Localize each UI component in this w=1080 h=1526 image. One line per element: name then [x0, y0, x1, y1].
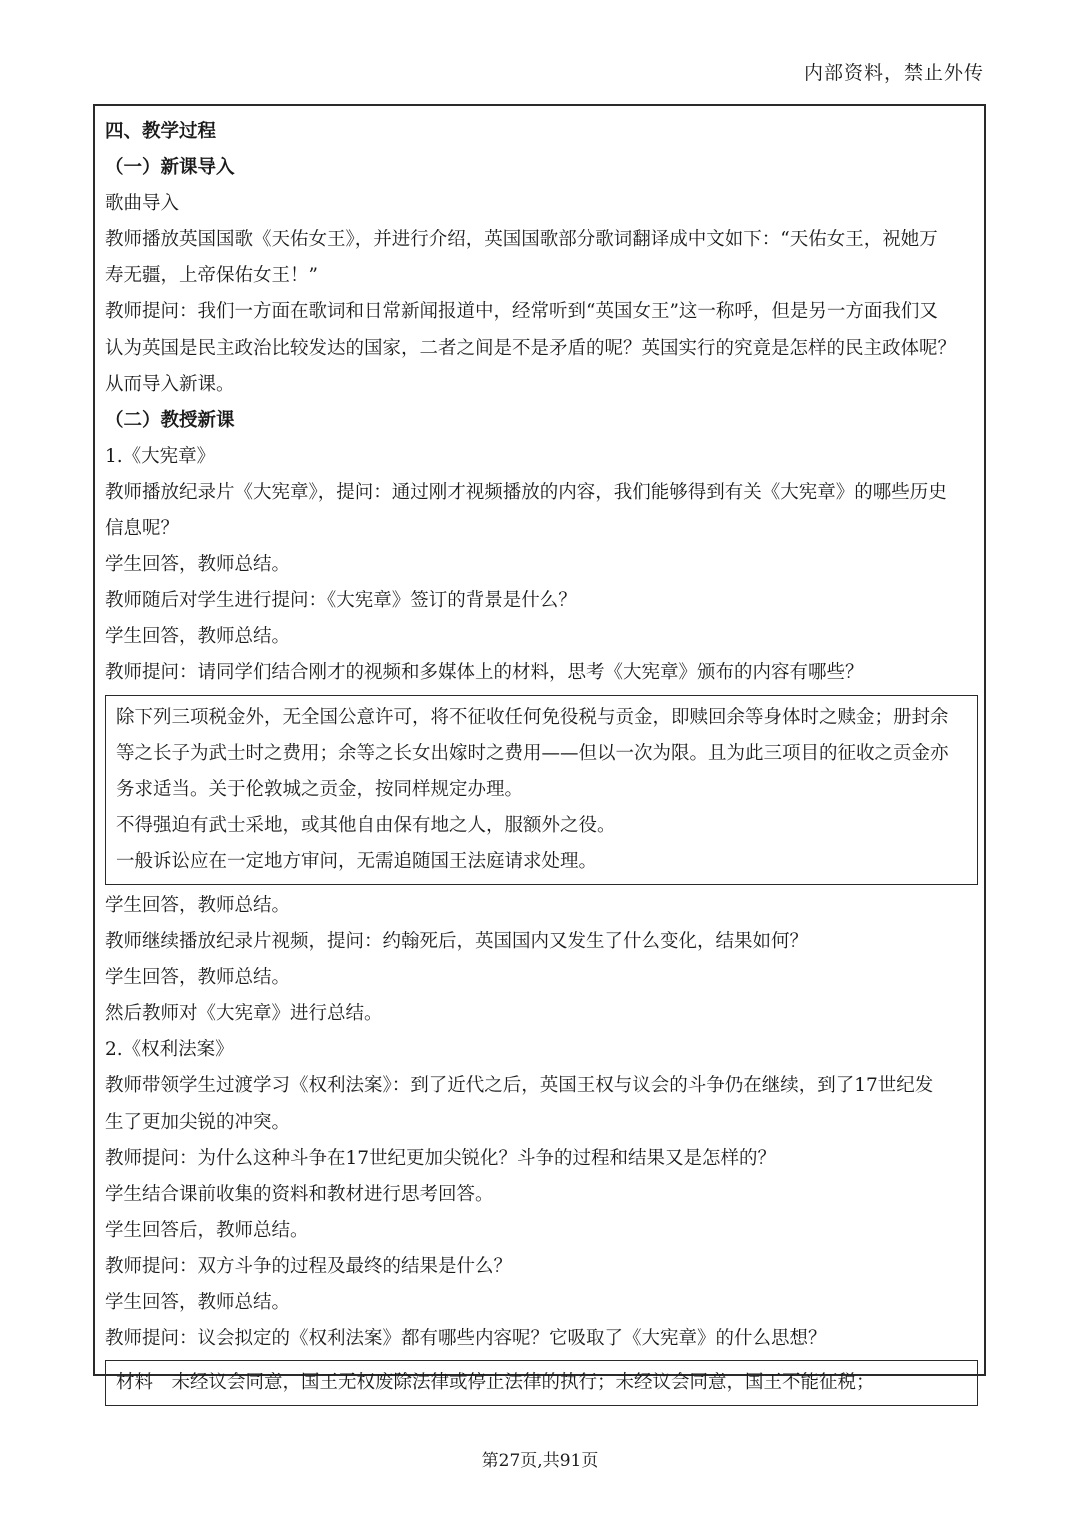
text-line: 等之长子为武士时之费用；余等之长女出嫁时之费用——但以一次为限。且为此三项目的征收之贡金亦 [116, 742, 949, 764]
text-line: 信息呢？ [105, 518, 180, 540]
lesson-body [105, 114, 972, 1409]
text-line: 然后教师对《大宪章》进行总结。 [105, 1003, 383, 1025]
text-line: 2.《权利法案》 [105, 1039, 234, 1061]
text-line: 教师提问：我们一方面在歌词和日常新闻报道中，经常听到“英国女王”这一称呼，但是另一方面我们又 [105, 301, 938, 323]
text-line: 除下列三项税金外，无全国公意许可，将不征收任何免役税与贡金，即赎回余等身体时之赎金；册封余 [116, 706, 949, 728]
text-line: 歌曲导入 [105, 193, 180, 215]
text-line: 学生回答，教师总结。 [105, 967, 291, 989]
text-line: 寿无疆，上帝保佑女王！” [105, 265, 318, 287]
section-heading: （二）教授新课 [105, 409, 235, 431]
text-line: 学生结合课前收集的资料和教材进行思考回答。 [105, 1183, 494, 1205]
magna-carta-excerpt-box [105, 695, 978, 885]
section-heading: （一）新课导入 [105, 157, 235, 179]
text-line: 教师继续播放纪录片视频，提问：约翰死后，英国国内又发生了什么变化，结果如何？ [105, 931, 809, 953]
text-line: 教师提问：请同学们结合刚才的视频和多媒体上的材料，思考《大宪章》颁布的内容有哪些？ [105, 662, 864, 684]
bill-of-rights-section [105, 888, 972, 1357]
text-line: 学生回答，教师总结。 [105, 626, 291, 648]
text-line: 教师提问：双方斗争的过程及最终的结果是什么？ [105, 1255, 513, 1277]
text-line: 学生回答后，教师总结。 [105, 1219, 309, 1241]
text-line: 学生回答，教师总结。 [105, 554, 291, 576]
text-line: 一般诉讼应在一定地方审问，无需追随国王法庭请求处理。 [116, 850, 598, 872]
lesson-content-frame [93, 104, 986, 1394]
text-line: 学生回答，教师总结。 [105, 1292, 291, 1313]
text-line: 教师播放纪录片《大宪章》，提问：通过刚才视频播放的内容，我们能够得到有关《大宪章》的哪些历史 [105, 481, 947, 503]
text-line: 材料 未经议会同意，国王无权废除法律或停止法律的执行；未经议会同意，国王不能征税； [116, 1372, 875, 1394]
text-line: 不得强迫有武士采地，或其他自由保有地之人，服额外之役。 [116, 814, 616, 836]
bill-of-rights-excerpt-box [105, 1360, 978, 1406]
text-line: 教师提问：议会拟定的《权利法案》都有哪些内容呢？它吸取了《大宪章》的什么思想？ [105, 1328, 827, 1350]
page-number: 第27页,共91页 [481, 1451, 599, 1471]
text-line: 教师提问：为什么这种斗争在17世纪更加尖锐化？斗争的过程和结果又是怎样的？ [105, 1147, 777, 1169]
text-line: 1.《大宪章》 [105, 445, 216, 467]
text-line: 学生回答，教师总结。 [105, 894, 291, 916]
section-heading: 四、教学过程 [105, 121, 217, 142]
text-line: 生了更加尖锐的冲突。 [105, 1111, 291, 1133]
confidential-notice: 内部资料，禁止外传 [803, 62, 984, 84]
text-line: 认为英国是民主政治比较发达的国家，二者之间是不是矛盾的呢？英国实行的究竟是怎样的民主政体呢？ [105, 337, 957, 359]
text-line: 教师随后对学生进行提问：《大宪章》签订的背景是什么？ [105, 590, 577, 612]
text-line: 教师带领学生过渡学习《权利法案》：到了近代之后，英国王权与议会的斗争仍在继续，到了17世纪发 [105, 1075, 934, 1097]
intro-section [105, 114, 972, 692]
text-line: 务求适当。关于伦敦城之贡金，按同样规定办理。 [116, 778, 524, 800]
text-line: 从而导入新课。 [105, 373, 235, 395]
text-line: 教师播放英国国歌《天佑女王》，并进行介绍，英国国歌部分歌词翻译成中文如下：“天佑女王，祝她万 [105, 229, 938, 251]
